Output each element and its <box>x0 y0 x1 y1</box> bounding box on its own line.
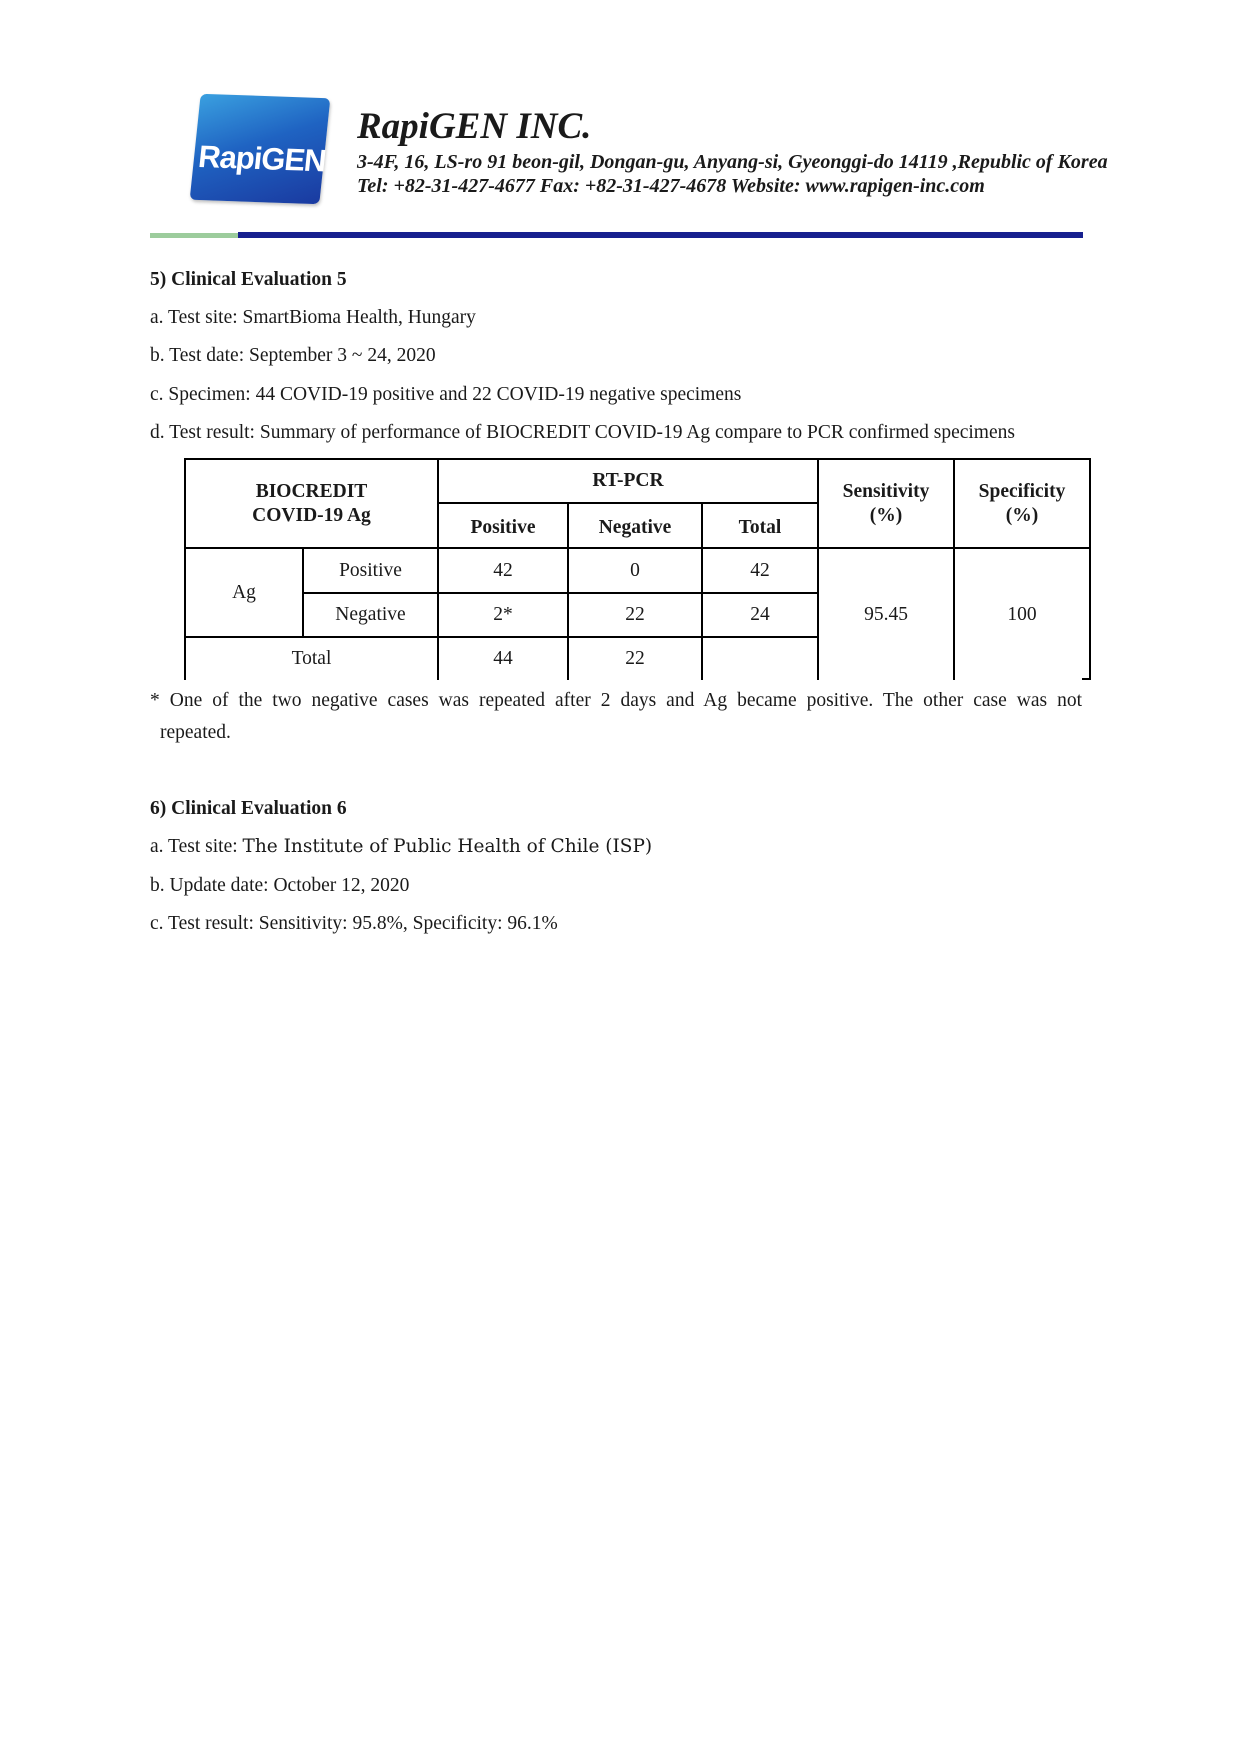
cell-neg-total: 24 <box>750 604 770 625</box>
sensitivity-label: Sensitivity <box>842 480 930 502</box>
section6-update-date: b. Update date: October 12, 2020 <box>150 875 410 896</box>
corner-label-line2: COVID-19 Ag <box>252 504 371 526</box>
cell-total-neg: 22 <box>625 648 645 669</box>
table-row-group-ag: Ag <box>232 581 256 603</box>
section5-heading: 5) Clinical Evaluation 5 <box>150 269 347 290</box>
table-footnote-continued: repeated. <box>160 722 231 743</box>
company-contact: Tel: +82-31-427-4677 Fax: +82-31-427-4678 Website: www.rapigen-inc.com <box>357 175 985 197</box>
header-rule-green <box>150 233 238 238</box>
cell-neg-pos: 2* <box>493 604 513 625</box>
section5-test-site: a. Test site: SmartBioma Health, Hungary <box>150 307 476 328</box>
company-name: RapiGEN INC. <box>357 106 592 147</box>
section6-site-value: The Institute of Public Health of Chile (ISP) <box>242 836 653 857</box>
section6-heading: 6) Clinical Evaluation 6 <box>150 798 347 819</box>
header-rule-blue <box>238 232 1083 238</box>
specificity-label: Specificity <box>978 480 1066 502</box>
table-header-positive: Positive <box>470 516 536 538</box>
section5-specimen: c. Specimen: 44 COVID-19 positive and 22 COVID-19 negative specimens <box>150 384 742 405</box>
table-header-sensitivity <box>819 460 953 547</box>
table-header-negative: Negative <box>598 516 672 538</box>
cell-neg-neg: 22 <box>625 604 645 625</box>
table-border-right <box>1089 458 1091 680</box>
section5-test-date: b. Test date: September 3 ~ 24, 2020 <box>150 345 436 366</box>
sensitivity-unit: (%) <box>869 504 903 526</box>
section6-test-site <box>150 835 652 859</box>
company-address: 3-4F, 16, LS-ro 91 beon-gil, Dongan-gu, Anyang-si, Gyeonggi-do 14119 ,Republic of Korea <box>357 151 1108 173</box>
table-row-positive-label: Positive <box>339 559 402 581</box>
cell-total-pos: 44 <box>493 648 513 669</box>
cell-pos-pos: 42 <box>493 559 513 581</box>
corner-label-line1: BIOCREDIT <box>255 480 368 502</box>
cell-pos-neg: 0 <box>630 559 640 581</box>
cell-pos-total: 42 <box>750 559 770 581</box>
table-header-rtpcr: RT-PCR <box>592 470 664 491</box>
cell-specificity-value: 100 <box>1007 603 1037 625</box>
table-header-total: Total <box>738 516 782 538</box>
table-row-total-label: Total <box>291 648 332 669</box>
cell-sensitivity-value: 95.45 <box>864 603 908 625</box>
company-logo <box>190 94 331 204</box>
section6-site-prefix: a. Test site: <box>150 836 243 857</box>
table-corner-label <box>186 460 437 547</box>
table-header-specificity <box>955 460 1089 547</box>
performance-table <box>184 458 1091 680</box>
section5-test-result: d. Test result: Summary of performance of BIOCREDIT COVID-19 Ag compare to PCR confirmed specimens <box>150 422 1015 443</box>
specificity-unit: (%) <box>1005 504 1039 526</box>
section6-test-result: c. Test result: Sensitivity: 95.8%, Specificity: 96.1% <box>150 913 558 934</box>
table-row-negative-label: Negative <box>335 604 406 625</box>
table-footnote: * One of the two negative cases was repeated after 2 days and Ag became positive. The other case was not <box>150 690 1082 711</box>
logo-text: RapiGEN <box>196 138 328 179</box>
